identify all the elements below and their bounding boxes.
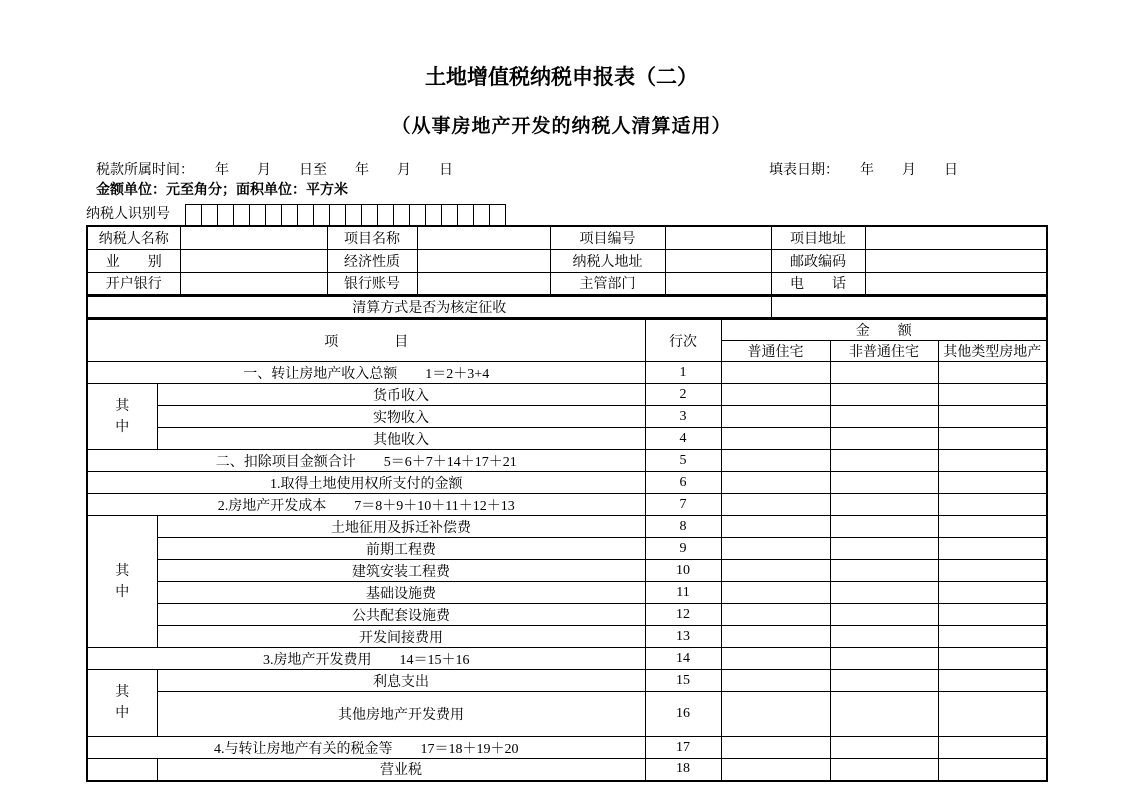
table-row (87, 560, 1047, 582)
taxpayer-id-boxes (186, 204, 506, 226)
amount-cell[interactable] (721, 472, 830, 494)
item-label: 土地征用及拆迁补偿费 (157, 516, 645, 538)
amount-cell[interactable] (721, 737, 830, 759)
taxpayer-info-table (86, 225, 1048, 296)
amount-cell[interactable] (938, 737, 1047, 759)
taxpayer-id-box[interactable] (489, 204, 506, 226)
taxpayer-id-box[interactable] (233, 204, 250, 226)
main-table (86, 318, 1048, 782)
info-value-input[interactable] (865, 272, 1047, 295)
taxpayer-id-box[interactable] (393, 204, 410, 226)
taxpayer-id-label: 纳税人识别号 (86, 207, 170, 222)
page-title: 土地增值税纳税申报表（二） (425, 65, 698, 89)
info-value-input[interactable] (180, 272, 327, 295)
item-label: 基础设施费 (157, 582, 645, 604)
item-label: 二、扣除项目金额合计 5＝6＋7＋14＋17＋21 (87, 450, 645, 472)
item-label: 货币收入 (157, 384, 645, 406)
units-note: 金额单位：元至角分；面积单位：平方米 (96, 183, 348, 198)
line-number: 3 (645, 406, 721, 428)
header-row (87, 319, 1047, 341)
info-value-input[interactable] (417, 226, 550, 249)
amount-cell[interactable] (721, 516, 830, 538)
taxpayer-id-box[interactable] (409, 204, 426, 226)
line-number: 18 (645, 759, 721, 781)
info-value-input[interactable] (865, 226, 1047, 249)
table-row (87, 450, 1047, 472)
amount-cell[interactable] (830, 737, 938, 759)
header-amount-col: 普通住宅 (721, 341, 830, 362)
amount-cell[interactable] (830, 604, 938, 626)
info-label: 开户银行 (87, 272, 180, 295)
tax-period-text: 税款所属时间： 年 月 日至 年 月 日 (96, 163, 453, 178)
table-row (87, 670, 1047, 692)
amount-cell[interactable] (938, 384, 1047, 406)
amount-cell[interactable] (830, 450, 938, 472)
table-row (87, 428, 1047, 450)
line-number: 2 (645, 384, 721, 406)
amount-cell[interactable] (721, 648, 830, 670)
settlement-question: 清算方式是否为核定征收 (87, 296, 771, 318)
fill-date-text: 填表日期： 年 月 日 (769, 163, 958, 178)
amount-cell[interactable] (721, 692, 830, 737)
line-number: 17 (645, 737, 721, 759)
taxpayer-id-box[interactable] (441, 204, 458, 226)
amount-cell[interactable] (721, 626, 830, 648)
settlement-answer-cell[interactable] (771, 296, 1047, 318)
form-area (86, 160, 1046, 782)
item-label: 1.取得土地使用权所支付的金额 (87, 472, 645, 494)
info-label: 项目编号 (550, 226, 665, 249)
table-row (87, 582, 1047, 604)
taxpayer-id-box[interactable] (361, 204, 378, 226)
amount-cell[interactable] (938, 648, 1047, 670)
info-label: 项目地址 (771, 226, 865, 249)
amount-cell[interactable] (830, 582, 938, 604)
among-label: 其中 (115, 398, 130, 435)
table-row (87, 249, 1047, 272)
among-label: 其中 (115, 563, 130, 600)
info-label: 业 别 (87, 249, 180, 272)
taxpayer-id-box[interactable] (313, 204, 330, 226)
info-value-input[interactable] (665, 272, 771, 295)
line-number: 6 (645, 472, 721, 494)
line-number: 10 (645, 560, 721, 582)
amount-cell[interactable] (830, 670, 938, 692)
info-label: 纳税人名称 (87, 226, 180, 249)
among-cell (87, 384, 157, 450)
amount-cell[interactable] (721, 560, 830, 582)
info-value-input[interactable] (865, 249, 1047, 272)
taxpayer-id-box[interactable] (425, 204, 442, 226)
amount-cell[interactable] (721, 406, 830, 428)
settlement-table (86, 295, 1048, 319)
table-row (87, 272, 1047, 295)
taxpayer-id-box[interactable] (297, 204, 314, 226)
amount-cell[interactable] (721, 604, 830, 626)
amount-cell[interactable] (938, 362, 1047, 384)
table-row (87, 296, 1047, 318)
amount-cell[interactable] (830, 472, 938, 494)
info-label: 纳税人地址 (550, 249, 665, 272)
amount-cell[interactable] (721, 670, 830, 692)
taxpayer-id-box[interactable] (377, 204, 394, 226)
amount-cell[interactable] (938, 560, 1047, 582)
taxpayer-id-box[interactable] (281, 204, 298, 226)
item-label: 营业税 (157, 759, 645, 781)
header-amount-col: 非普通住宅 (830, 341, 938, 362)
item-label: 2.房地产开发成本 7＝8＋9＋10＋11＋12＋13 (87, 494, 645, 516)
amount-cell[interactable] (938, 450, 1047, 472)
taxpayer-id-box[interactable] (265, 204, 282, 226)
amount-cell[interactable] (938, 670, 1047, 692)
amount-cell[interactable] (830, 406, 938, 428)
amount-cell[interactable] (830, 384, 938, 406)
amount-cell[interactable] (830, 516, 938, 538)
amount-cell[interactable] (938, 516, 1047, 538)
table-row (87, 626, 1047, 648)
amount-cell[interactable] (938, 626, 1047, 648)
taxpayer-id-box[interactable] (329, 204, 346, 226)
amount-cell[interactable] (938, 406, 1047, 428)
table-row (87, 494, 1047, 516)
item-label: 开发间接费用 (157, 626, 645, 648)
item-label: 其他房地产开发费用 (157, 692, 645, 737)
line-number: 9 (645, 538, 721, 560)
table-row (87, 384, 1047, 406)
info-value-input[interactable] (665, 226, 771, 249)
table-row (87, 226, 1047, 249)
line-number: 8 (645, 516, 721, 538)
info-value-input[interactable] (417, 249, 550, 272)
info-value-input[interactable] (665, 249, 771, 272)
amount-cell[interactable] (830, 759, 938, 781)
amount-cell[interactable] (830, 428, 938, 450)
table-row (87, 538, 1047, 560)
info-label: 银行账号 (327, 272, 417, 295)
line-number: 15 (645, 670, 721, 692)
amount-cell[interactable] (721, 362, 830, 384)
table-row (87, 604, 1047, 626)
info-label: 电 话 (771, 272, 865, 295)
taxpayer-id-line (86, 200, 1046, 226)
item-label: 前期工程费 (157, 538, 645, 560)
amount-cell[interactable] (938, 692, 1047, 737)
amount-cell[interactable] (938, 494, 1047, 516)
table-row (87, 516, 1047, 538)
amount-cell[interactable] (938, 428, 1047, 450)
amount-cell[interactable] (938, 604, 1047, 626)
header-item: 项 目 (87, 319, 645, 362)
taxpayer-id-box[interactable] (249, 204, 266, 226)
table-row (87, 406, 1047, 428)
table-row (87, 759, 1047, 781)
item-label: 建筑安装工程费 (157, 560, 645, 582)
amount-cell[interactable] (938, 472, 1047, 494)
info-value-input[interactable] (180, 226, 327, 249)
taxpayer-id-box[interactable] (185, 204, 202, 226)
info-label: 经济性质 (327, 249, 417, 272)
line-number: 7 (645, 494, 721, 516)
item-label: 公共配套设施费 (157, 604, 645, 626)
amount-cell[interactable] (721, 428, 830, 450)
header-amount: 金 额 (721, 319, 1047, 341)
among-cell-empty (87, 759, 157, 781)
amount-cell[interactable] (830, 626, 938, 648)
item-label: 其他收入 (157, 428, 645, 450)
table-row (87, 737, 1047, 759)
taxpayer-id-box[interactable] (473, 204, 490, 226)
header-line-no: 行次 (645, 319, 721, 362)
among-label: 其中 (115, 685, 130, 721)
table-row (87, 692, 1047, 737)
amount-cell[interactable] (721, 582, 830, 604)
info-value-input[interactable] (417, 272, 550, 295)
amount-cell[interactable] (830, 560, 938, 582)
line-number: 12 (645, 604, 721, 626)
line-number: 11 (645, 582, 721, 604)
taxpayer-id-box[interactable] (201, 204, 218, 226)
item-label: 实物收入 (157, 406, 645, 428)
line-number: 14 (645, 648, 721, 670)
line-number: 1 (645, 362, 721, 384)
table-row (87, 472, 1047, 494)
amount-cell[interactable] (938, 538, 1047, 560)
amount-cell[interactable] (830, 692, 938, 737)
among-cell (87, 516, 157, 648)
amount-cell[interactable] (721, 759, 830, 781)
table-row (87, 362, 1047, 384)
info-label: 邮政编码 (771, 249, 865, 272)
info-value-input[interactable] (180, 249, 327, 272)
line-number: 16 (645, 692, 721, 737)
amount-cell[interactable] (721, 450, 830, 472)
info-label: 项目名称 (327, 226, 417, 249)
among-cell (87, 670, 157, 737)
line-number: 13 (645, 626, 721, 648)
amount-cell[interactable] (830, 538, 938, 560)
item-label: 利息支出 (157, 670, 645, 692)
item-label: 一、转让房地产收入总额 1＝2＋3+4 (87, 362, 645, 384)
info-label: 主管部门 (550, 272, 665, 295)
taxpayer-id-box[interactable] (457, 204, 474, 226)
amount-cell[interactable] (721, 384, 830, 406)
item-label: 4.与转让房地产有关的税金等 17＝18＋19＋20 (87, 737, 645, 759)
taxpayer-id-box[interactable] (217, 204, 234, 226)
amount-cell[interactable] (830, 494, 938, 516)
amount-cell[interactable] (830, 648, 938, 670)
amount-cell[interactable] (830, 362, 938, 384)
amount-cell[interactable] (938, 582, 1047, 604)
amount-cell[interactable] (721, 538, 830, 560)
page-subtitle: （从事房地产开发的纳税人清算适用） (391, 116, 732, 137)
item-label: 3.房地产开发费用 14＝15＋16 (87, 648, 645, 670)
amount-cell[interactable] (721, 494, 830, 516)
line-number: 4 (645, 428, 721, 450)
table-row (87, 648, 1047, 670)
taxpayer-id-box[interactable] (345, 204, 362, 226)
header-amount-col: 其他类型房地产 (938, 341, 1047, 362)
amount-cell[interactable] (938, 759, 1047, 781)
line-number: 5 (645, 450, 721, 472)
